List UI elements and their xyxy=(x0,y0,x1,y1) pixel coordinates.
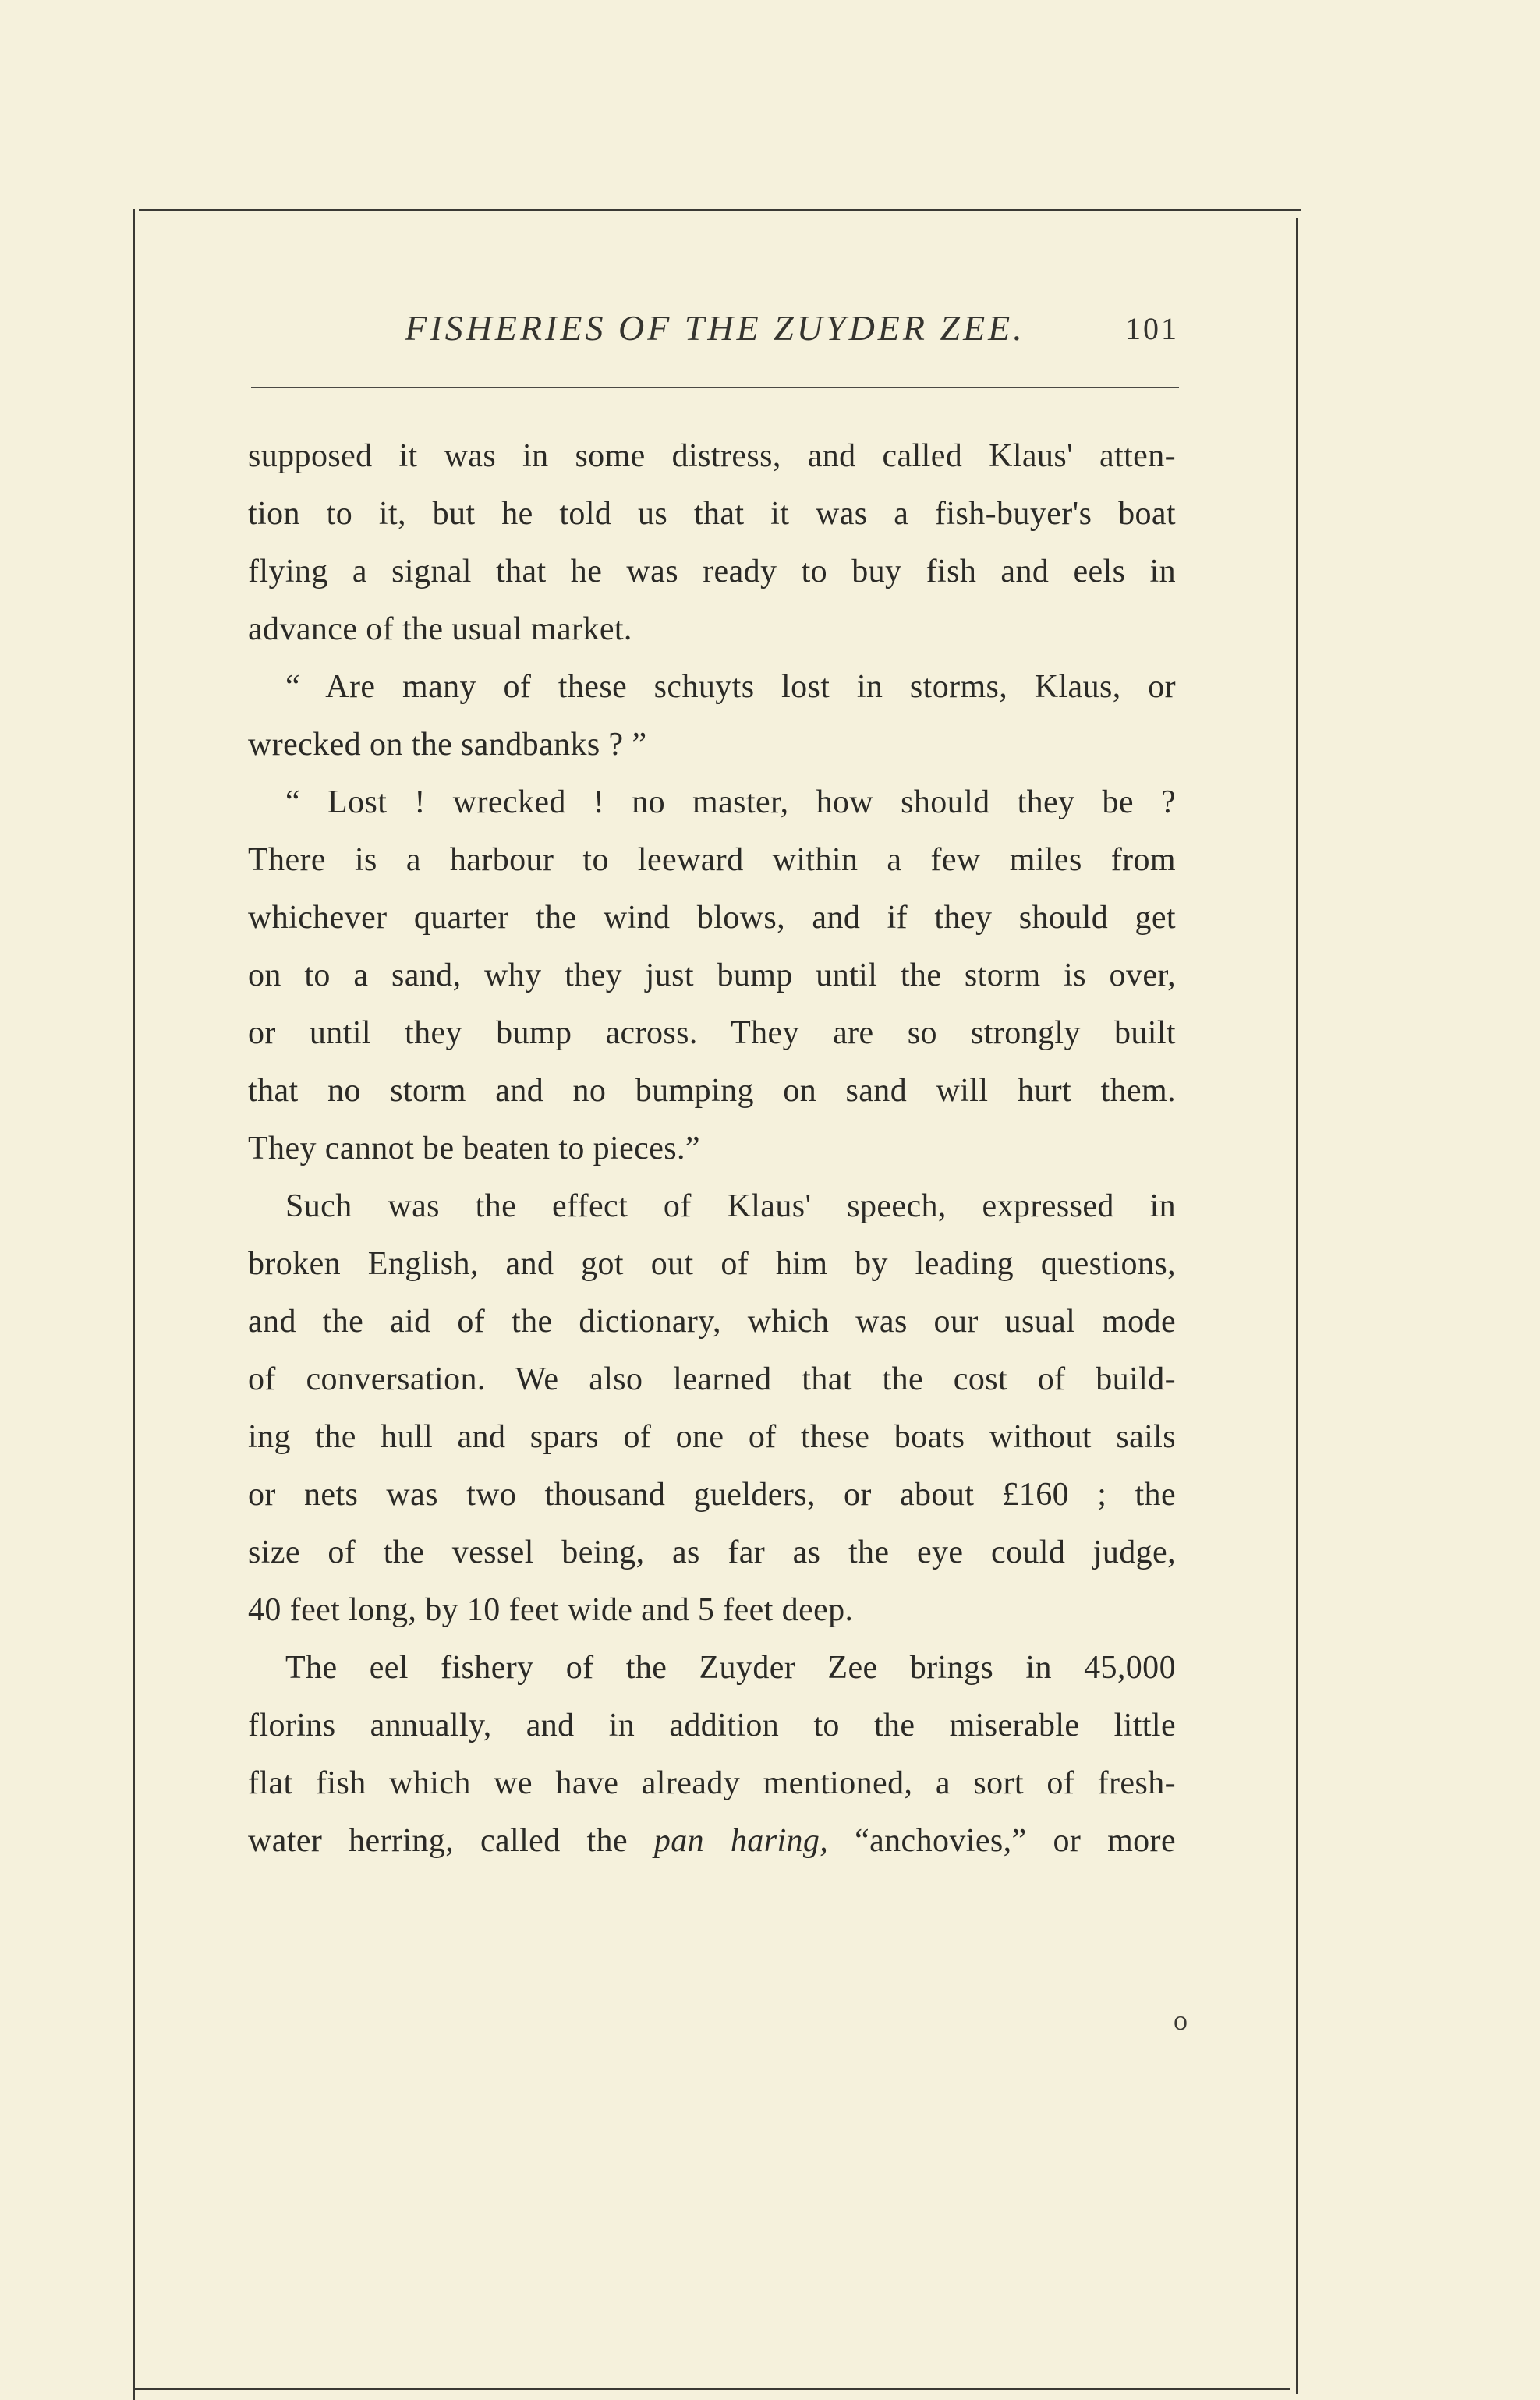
frame-right-rule xyxy=(1296,218,1298,2394)
text-line: advance of the usual market. xyxy=(248,611,632,647)
header-rule xyxy=(251,387,1179,388)
text-line: There is a harbour to leeward within a few miles from xyxy=(248,842,1176,878)
text-line: flat fish which we have already mentioned, a sort of fresh- xyxy=(248,1765,1176,1801)
text-line: whichever quarter the wind blows, and if they should get xyxy=(248,900,1176,936)
text-line: of conversation. We also learned that the cost of build- xyxy=(248,1361,1176,1397)
frame-top-rule xyxy=(139,209,1301,211)
text-line: flying a signal that he was ready to buy fish and eels in xyxy=(248,554,1176,589)
running-head: FISHERIES OF THE ZUYDER ZEE. xyxy=(405,308,1025,348)
text-line: 40 feet long, by 10 feet wide and 5 feet deep. xyxy=(248,1592,854,1628)
text-line: broken English, and got out of him by leading questions, xyxy=(248,1246,1176,1282)
text-line: supposed it was in some distress, and called Klaus' atten- xyxy=(248,438,1176,474)
text-line: Such was the effect of Klaus' speech, expressed in xyxy=(285,1188,1176,1224)
text-line: wrecked on the sandbanks ? ” xyxy=(248,727,647,763)
text-line: “ Lost ! wrecked ! no master, how should they be ? xyxy=(285,784,1176,820)
text-segment: “anchovies,” or more xyxy=(855,1823,1176,1859)
text-line: “ Are many of these schuyts lost in storms, Klaus, or xyxy=(285,669,1176,705)
body-text xyxy=(248,427,1176,1870)
text-line: and the aid of the dictionary, which was our usual mode xyxy=(248,1304,1176,1340)
text-line: that no storm and no bumping on sand will hurt them. xyxy=(248,1073,1176,1109)
text-line: They cannot be beaten to pieces.” xyxy=(248,1131,700,1166)
text-line: ing the hull and spars of one of these boats without sails xyxy=(248,1419,1176,1455)
text-line: or until they bump across. They are so strongly built xyxy=(248,1015,1176,1051)
frame-bottom-rule xyxy=(133,2388,1290,2390)
text-line: tion to it, but he told us that it was a fish-buyer's boat xyxy=(248,496,1176,532)
text-line: on to a sand, why they just bump until the storm is over, xyxy=(248,958,1176,993)
page-number: 101 xyxy=(1125,311,1179,346)
page-header xyxy=(251,303,1179,357)
text-line: size of the vessel being, as far as the eye could judge, xyxy=(248,1535,1176,1570)
text-segment: water herring, called the xyxy=(248,1823,628,1859)
text-line xyxy=(248,1812,1176,1870)
text-line: The eel fishery of the Zuyder Zee brings in 45,000 xyxy=(285,1650,1176,1686)
frame-left-rule xyxy=(133,209,135,2400)
signature-mark: o xyxy=(1174,2005,1188,2036)
text-line: or nets was two thousand guelders, or about £160 ; the xyxy=(248,1477,1176,1513)
text-line: florins annually, and in addition to the miserable little xyxy=(248,1708,1176,1743)
italic-term: pan haring, xyxy=(653,1823,829,1859)
